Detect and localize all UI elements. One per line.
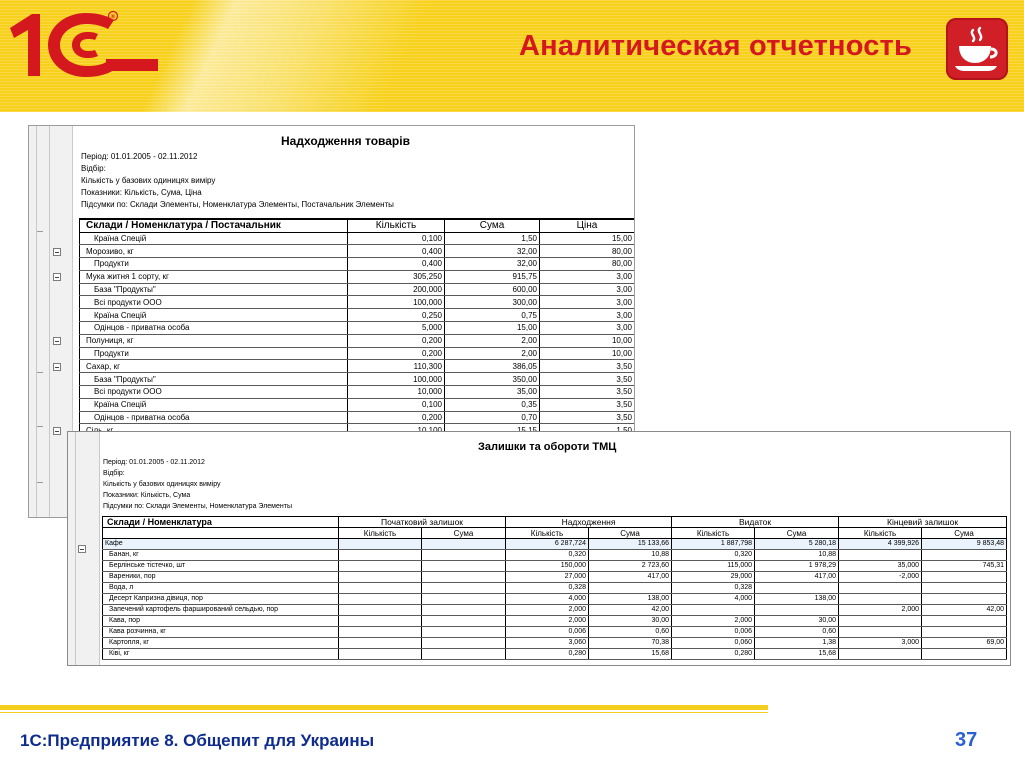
row-name-cell: Продукти [80, 347, 348, 360]
column-header: Сума [445, 219, 540, 232]
row-name-cell: Запечений картофель фарширований сельдью, пор [103, 605, 339, 616]
row-value-cell: 32,00 [445, 258, 540, 271]
row-name-cell: Вареники, пор [103, 572, 339, 583]
row-value-cell: 15,68 [755, 649, 839, 660]
tree-connector [37, 482, 43, 483]
row-value-cell: 15,00 [445, 322, 540, 335]
report-period: Період: 01.01.2005 - 02.11.2012 [103, 459, 205, 466]
row-value-cell: 0,400 [348, 258, 445, 271]
column-group-header: Видаток [672, 517, 839, 528]
row-value-cell [339, 616, 422, 627]
row-value-cell [339, 550, 422, 561]
row-value-cell: 27,000 [506, 572, 589, 583]
row-value-cell: 32,00 [445, 245, 540, 258]
row-value-cell: 9 853,48 [922, 539, 1007, 550]
row-value-cell [339, 572, 422, 583]
registered-mark: ® [110, 14, 116, 21]
table-row[interactable] [80, 283, 635, 296]
table-row[interactable] [80, 373, 635, 386]
row-name-cell: Країна Спецій [80, 309, 348, 322]
row-value-cell [922, 594, 1007, 605]
row-value-cell: 5 280,18 [755, 539, 839, 550]
balances-table [102, 516, 1007, 660]
table-header-row [80, 219, 635, 232]
row-value-cell: 100,000 [348, 373, 445, 386]
receipts-table [79, 218, 635, 437]
table-row[interactable] [80, 386, 635, 399]
report-filter: Відбір: [81, 164, 106, 173]
row-value-cell: 0,280 [672, 649, 755, 660]
row-value-cell [422, 583, 506, 594]
row-value-cell [339, 638, 422, 649]
table-row[interactable] [103, 649, 1007, 660]
tree-connector [37, 231, 43, 232]
row-name-cell: Одінцов - приватна особа [80, 322, 348, 335]
row-value-cell [922, 649, 1007, 660]
row-value-cell: 30,00 [755, 616, 839, 627]
row-value-cell: 3,50 [540, 360, 635, 373]
row-value-cell [339, 649, 422, 660]
tree-connector [37, 426, 43, 427]
table-row[interactable] [103, 583, 1007, 594]
row-value-cell: 110,300 [348, 360, 445, 373]
row-value-cell: 5,000 [348, 322, 445, 335]
row-value-cell: 0,200 [348, 334, 445, 347]
report-title: Залишки та обороти ТМЦ [478, 441, 617, 453]
row-value-cell: 1 978,29 [755, 561, 839, 572]
table-row[interactable] [103, 539, 1007, 550]
row-value-cell: 0,328 [506, 583, 589, 594]
column-header-blank [103, 528, 339, 539]
row-value-cell [422, 605, 506, 616]
collapse-group-icon[interactable] [53, 273, 61, 281]
table-row[interactable] [80, 322, 635, 335]
footer-rule [0, 705, 768, 710]
table-row[interactable] [103, 550, 1007, 561]
row-value-cell: 15,68 [589, 649, 672, 660]
table-row[interactable] [103, 561, 1007, 572]
report-title: Надходження товарів [281, 134, 410, 148]
row-value-cell [839, 616, 922, 627]
row-name-cell: Країна Спецій [80, 232, 348, 245]
row-value-cell: 417,00 [589, 572, 672, 583]
column-group-header: Кінцевий залишок [839, 517, 1007, 528]
row-name-cell: Кафе [103, 539, 339, 550]
row-value-cell: 3,00 [540, 270, 635, 283]
row-value-cell: 300,00 [445, 296, 540, 309]
report-totals-by: Підсумки по: Склади Элементы, Номенклатура Элементы [103, 503, 292, 510]
row-value-cell: 1,38 [755, 638, 839, 649]
row-name-cell: Одінцов - приватна особа [80, 411, 348, 424]
row-value-cell: 15 133,66 [589, 539, 672, 550]
report-period: Період: 01.01.2005 - 02.11.2012 [81, 152, 198, 161]
row-value-cell: 3,00 [540, 296, 635, 309]
row-name-cell: Всі продукти ООО [80, 386, 348, 399]
row-value-cell: 0,100 [348, 232, 445, 245]
row-value-cell: 3,00 [540, 322, 635, 335]
collapse-group-icon[interactable] [53, 427, 61, 435]
row-name-cell: Десерт Капризна дівиця, пор [103, 594, 339, 605]
row-value-cell [672, 605, 755, 616]
column-header: Ціна [540, 219, 635, 232]
row-value-cell: 0,35 [445, 398, 540, 411]
report-indicators: Показники: Кількість, Сума [103, 492, 191, 499]
report-units: Кількість у базових одиницях виміру [103, 481, 221, 488]
table-row[interactable] [103, 638, 1007, 649]
row-value-cell: 10,000 [348, 386, 445, 399]
row-value-cell: 80,00 [540, 245, 635, 258]
row-value-cell: 2,000 [839, 605, 922, 616]
row-value-cell: 6 287,724 [506, 539, 589, 550]
row-value-cell [422, 550, 506, 561]
row-value-cell [422, 616, 506, 627]
row-value-cell [839, 550, 922, 561]
row-value-cell [422, 649, 506, 660]
row-name-cell: Банан, кг [103, 550, 339, 561]
row-value-cell: 35,00 [445, 386, 540, 399]
row-value-cell [422, 627, 506, 638]
table-header-row [103, 517, 1007, 528]
row-value-cell: 1 887,798 [672, 539, 755, 550]
row-name-cell: База "Продукты" [80, 283, 348, 296]
table-row[interactable] [103, 627, 1007, 638]
row-value-cell: 2,000 [506, 605, 589, 616]
column-header: Склади / Номенклатура / Постачальник [80, 219, 348, 232]
row-value-cell: 200,000 [348, 283, 445, 296]
row-value-cell: 3,00 [540, 283, 635, 296]
row-value-cell: 10,00 [540, 347, 635, 360]
row-value-cell: 80,00 [540, 258, 635, 271]
row-value-cell [839, 594, 922, 605]
row-name-cell: Кава, пор [103, 616, 339, 627]
collapse-group-icon[interactable] [53, 248, 61, 256]
table-row[interactable] [103, 605, 1007, 616]
row-value-cell: 2 723,60 [589, 561, 672, 572]
row-name-cell: Картопля, кг [103, 638, 339, 649]
row-value-cell: 0,75 [445, 309, 540, 322]
footer-caption: 1С:Предприятие 8. Общепит для Украины [20, 731, 375, 750]
row-value-cell [422, 572, 506, 583]
table-row[interactable] [80, 309, 635, 322]
row-value-cell: 0,400 [348, 245, 445, 258]
row-value-cell [339, 594, 422, 605]
row-value-cell [339, 539, 422, 550]
row-value-cell [922, 583, 1007, 594]
row-value-cell: 0,060 [672, 638, 755, 649]
row-name-cell: Кава розчинна, кг [103, 627, 339, 638]
row-name-cell: Берлінське тістечко, шт [103, 561, 339, 572]
row-name-cell: Ківі, кг [103, 649, 339, 660]
table-row[interactable] [80, 398, 635, 411]
table-row[interactable] [80, 245, 635, 258]
row-value-cell: 0,280 [506, 649, 589, 660]
row-value-cell: 386,05 [445, 360, 540, 373]
row-value-cell: 2,00 [445, 347, 540, 360]
row-value-cell [422, 539, 506, 550]
row-value-cell: 3,060 [506, 638, 589, 649]
collapse-group-icon[interactable] [53, 363, 61, 371]
row-value-cell: 305,250 [348, 270, 445, 283]
table-row[interactable] [103, 616, 1007, 627]
row-value-cell: 3,000 [839, 638, 922, 649]
table-row[interactable] [80, 347, 635, 360]
row-value-cell: -2,000 [839, 572, 922, 583]
slide-header [0, 0, 1024, 112]
table-row[interactable] [80, 296, 635, 309]
row-value-cell: 69,00 [922, 638, 1007, 649]
page-title: Аналитическая отчетность [519, 30, 912, 62]
row-value-cell: 3,50 [540, 398, 635, 411]
row-value-cell [422, 594, 506, 605]
table-row[interactable] [80, 360, 635, 373]
row-value-cell: 0,60 [589, 627, 672, 638]
column-header: Кількість [839, 528, 922, 539]
row-value-cell: 3,50 [540, 386, 635, 399]
row-value-cell: 0,320 [672, 550, 755, 561]
row-value-cell [755, 583, 839, 594]
row-value-cell: 4,000 [506, 594, 589, 605]
row-value-cell: 3,50 [540, 373, 635, 386]
row-value-cell: 15,00 [540, 232, 635, 245]
report-balances-window [67, 431, 1011, 666]
row-value-cell: 138,00 [755, 594, 839, 605]
column-header: Сума [922, 528, 1007, 539]
row-value-cell: 915,75 [445, 270, 540, 283]
column-header: Кількість [348, 219, 445, 232]
column-header: Сума [755, 528, 839, 539]
report-indicators: Показники: Кількість, Сума, Ціна [81, 188, 202, 197]
row-value-cell [839, 649, 922, 660]
column-header: Сума [422, 528, 506, 539]
row-value-cell: 0,70 [445, 411, 540, 424]
column-header: Склади / Номенклатура [103, 517, 339, 528]
row-value-cell: 0,250 [348, 309, 445, 322]
row-value-cell: 2,00 [445, 334, 540, 347]
row-value-cell: 350,00 [445, 373, 540, 386]
collapse-group-icon[interactable] [78, 545, 86, 553]
row-value-cell: 3,00 [540, 309, 635, 322]
row-value-cell: 70,38 [589, 638, 672, 649]
table-row[interactable] [103, 572, 1007, 583]
row-value-cell [339, 583, 422, 594]
row-value-cell: 4 399,926 [839, 539, 922, 550]
row-name-cell: Країна Спецій [80, 398, 348, 411]
row-value-cell: 3,50 [540, 411, 635, 424]
page-number: 37 [955, 729, 978, 751]
collapse-group-icon[interactable] [53, 337, 61, 345]
row-value-cell: 29,000 [672, 572, 755, 583]
row-value-cell: 150,000 [506, 561, 589, 572]
row-value-cell: 10,88 [589, 550, 672, 561]
row-value-cell: 0,60 [755, 627, 839, 638]
row-value-cell [922, 572, 1007, 583]
row-name-cell: Полуниця, кг [80, 334, 348, 347]
row-value-cell: 0,006 [672, 627, 755, 638]
row-value-cell [755, 605, 839, 616]
report-units: Кількість у базових одиницях виміру [81, 176, 216, 185]
row-value-cell [839, 583, 922, 594]
column-header: Кількість [672, 528, 755, 539]
grouping-gutter [68, 432, 100, 665]
row-value-cell: 0,200 [348, 411, 445, 424]
row-value-cell: 10,00 [540, 334, 635, 347]
row-value-cell [589, 583, 672, 594]
row-value-cell: 0,200 [348, 347, 445, 360]
row-value-cell [339, 561, 422, 572]
row-value-cell: 10,88 [755, 550, 839, 561]
row-name-cell: Сахар, кг [80, 360, 348, 373]
column-header: Кількість [339, 528, 422, 539]
report-filter: Відбір: [103, 470, 125, 477]
table-row[interactable] [80, 232, 635, 245]
row-value-cell: 0,006 [506, 627, 589, 638]
row-value-cell: 1,50 [445, 232, 540, 245]
table-row[interactable] [80, 270, 635, 283]
row-value-cell: 0,100 [348, 398, 445, 411]
row-value-cell: 2,000 [672, 616, 755, 627]
row-value-cell: 417,00 [755, 572, 839, 583]
row-name-cell: Всі продукти ООО [80, 296, 348, 309]
row-value-cell [339, 605, 422, 616]
row-value-cell: 42,00 [922, 605, 1007, 616]
1c-logo [2, 6, 162, 78]
column-header: Кількість [506, 528, 589, 539]
row-value-cell: 0,320 [506, 550, 589, 561]
table-row[interactable] [80, 258, 635, 271]
row-value-cell [422, 561, 506, 572]
table-row[interactable] [80, 411, 635, 424]
row-value-cell: 138,00 [589, 594, 672, 605]
row-name-cell: Вода, л [103, 583, 339, 594]
row-value-cell: 600,00 [445, 283, 540, 296]
row-value-cell: 2,000 [506, 616, 589, 627]
row-value-cell [922, 627, 1007, 638]
table-row[interactable] [80, 334, 635, 347]
column-group-header: Надходження [506, 517, 672, 528]
column-header: Сума [589, 528, 672, 539]
row-value-cell: 100,000 [348, 296, 445, 309]
table-subheader-row [103, 528, 1007, 539]
row-value-cell: 42,00 [589, 605, 672, 616]
row-value-cell [839, 627, 922, 638]
row-value-cell: 0,328 [672, 583, 755, 594]
row-value-cell: 35,000 [839, 561, 922, 572]
table-row[interactable] [103, 594, 1007, 605]
row-value-cell: 745,31 [922, 561, 1007, 572]
row-value-cell: 115,000 [672, 561, 755, 572]
row-value-cell: 4,000 [672, 594, 755, 605]
coffee-cup-icon [946, 18, 1008, 80]
column-group-header: Початковий залишок [339, 517, 506, 528]
row-name-cell: Морозиво, кг [80, 245, 348, 258]
row-value-cell [922, 616, 1007, 627]
row-value-cell [339, 627, 422, 638]
row-name-cell: База "Продукты" [80, 373, 348, 386]
row-value-cell: 30,00 [589, 616, 672, 627]
row-name-cell: Мука житня 1 сорту, кг [80, 270, 348, 283]
footer-rule-thin [0, 712, 768, 713]
row-value-cell [422, 638, 506, 649]
report-totals-by: Підсумки по: Склади Элементы, Номенклатура Элементы, Постачальник Элементы [81, 200, 394, 209]
row-value-cell [922, 550, 1007, 561]
tree-connector [37, 372, 43, 373]
row-name-cell: Продукти [80, 258, 348, 271]
